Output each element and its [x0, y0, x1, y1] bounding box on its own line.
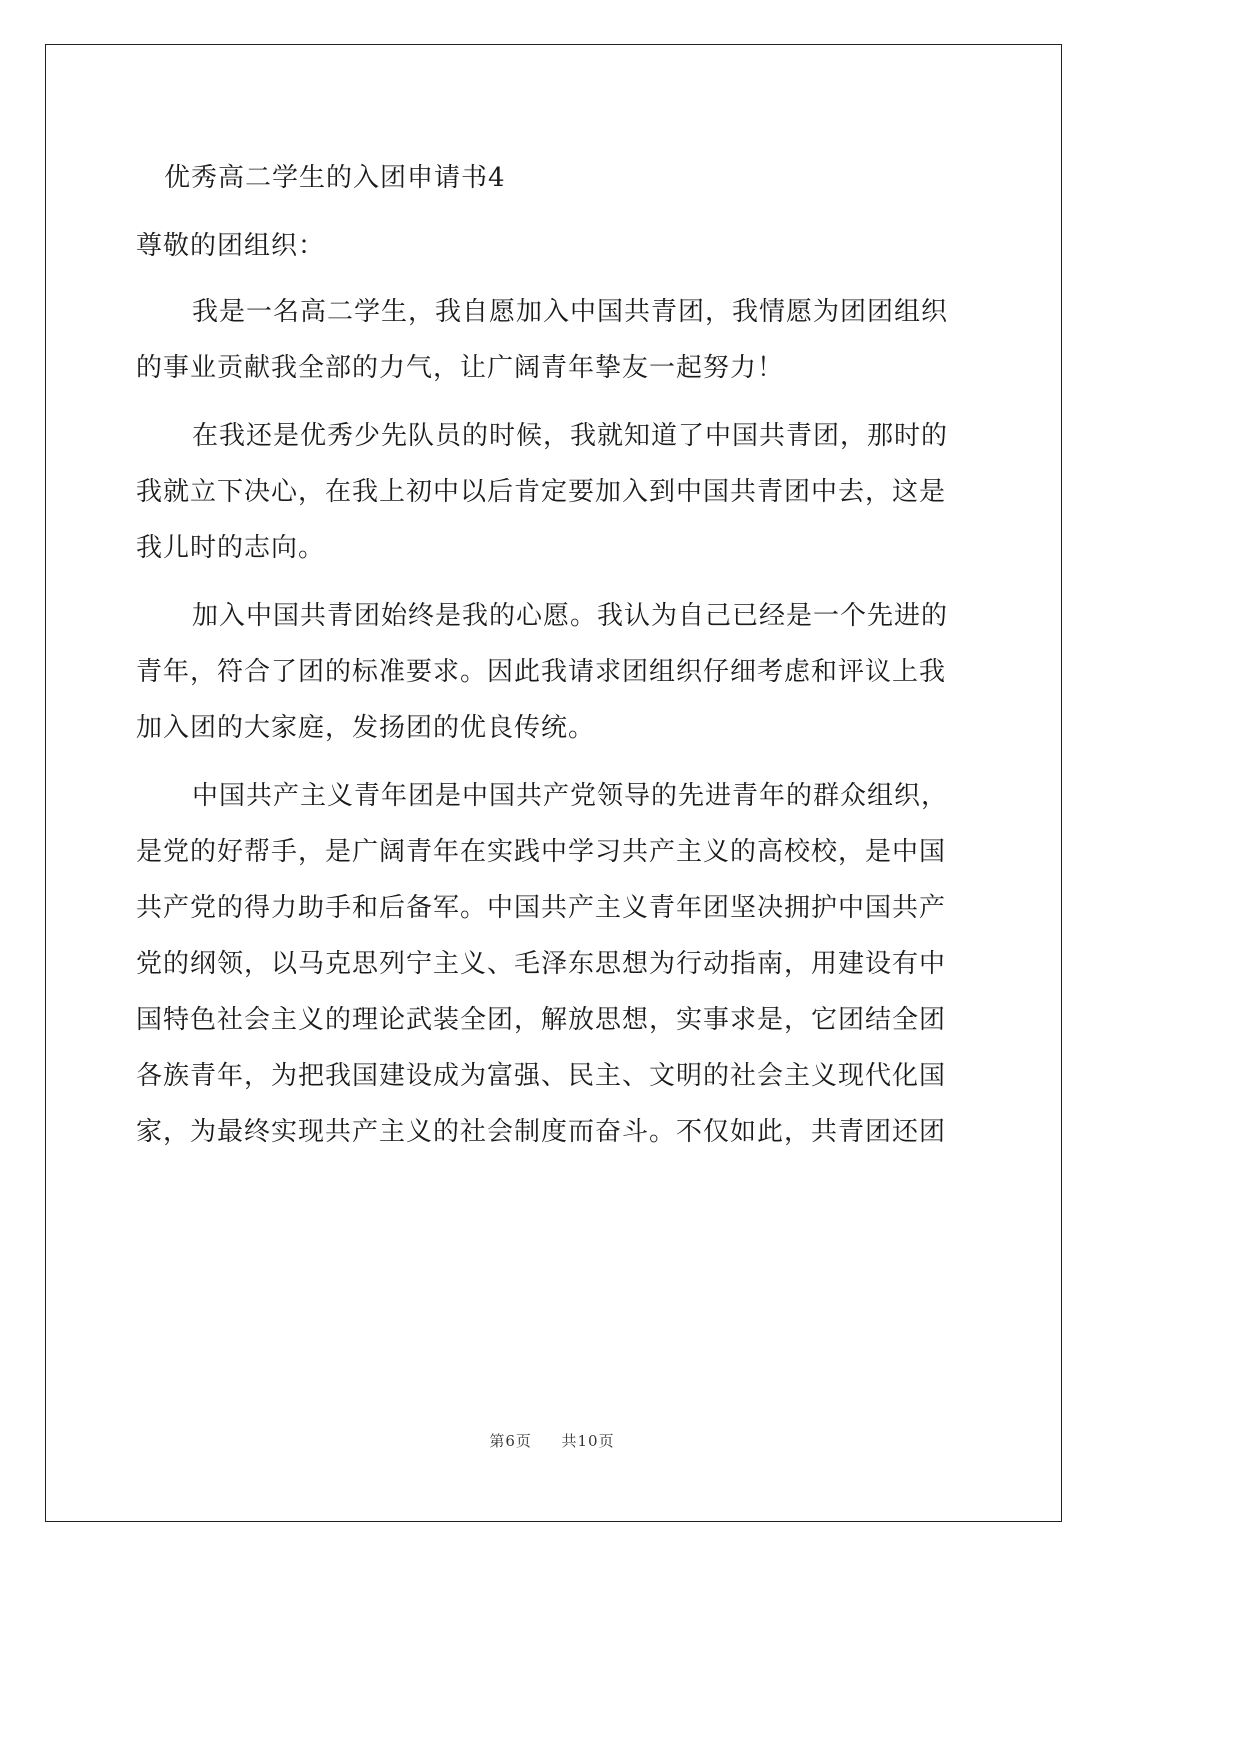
paragraph-line: 中国共产主义青年团是中国共产党领导的先进青年的群众组织， — [192, 781, 949, 811]
page-footer — [0, 1430, 1104, 1451]
paragraph-line: 党的纲领，以马克思列宁主义、毛泽东思想为行动指南，用建设有中 — [136, 949, 947, 979]
paragraph-3 — [136, 588, 976, 756]
paragraph-line: 我儿时的志向。 — [136, 533, 326, 563]
paragraph-line: 我就立下决心，在我上初中以后肯定要加入到中国共青团中去，这是 — [136, 477, 947, 507]
document-body — [136, 150, 976, 1172]
paragraph-line: 加入团的大家庭，发扬团的优良传统。 — [136, 713, 596, 743]
paragraph-2 — [136, 408, 976, 576]
page-number: 第6页 — [489, 1432, 532, 1450]
paragraph-line: 共产党的得力助手和后备军。中国共产主义青年团坚决拥护中国共产 — [136, 893, 947, 923]
paragraph-line: 家，为最终实现共产主义的社会制度而奋斗。不仅如此，共青团还团 — [136, 1117, 947, 1147]
paragraph-4 — [136, 768, 976, 1160]
document-title: 优秀高二学生的入团申请书4 — [164, 163, 506, 193]
paragraph-line: 各族青年，为把我国建设成为富强、民主、文明的社会主义现代化国 — [136, 1061, 947, 1091]
salutation: 尊敬的团组织： — [136, 231, 326, 261]
paragraph-line: 是党的好帮手，是广阔青年在实践中学习共产主义的高校校，是中国 — [136, 837, 947, 867]
paragraph-line: 在我还是优秀少先队员的时候，我就知道了中国共青团，那时的 — [192, 421, 949, 451]
paragraph-line: 的事业贡献我全部的力气，让广阔青年挚友一起努力！ — [136, 353, 785, 383]
paragraph-1 — [136, 284, 976, 396]
paragraph-line: 青年，符合了团的标准要求。因此我请求团组织仔细考虑和评议上我 — [136, 657, 947, 687]
paragraph-line: 国特色社会主义的理论武装全团，解放思想，实事求是，它团结全团 — [136, 1005, 947, 1035]
paragraph-line: 加入中国共青团始终是我的心愿。我认为自己已经是一个先进的 — [192, 601, 949, 631]
page-total: 共10页 — [561, 1432, 615, 1450]
paragraph-line: 我是一名高二学生，我自愿加入中国共青团，我情愿为团团组织 — [192, 297, 949, 327]
